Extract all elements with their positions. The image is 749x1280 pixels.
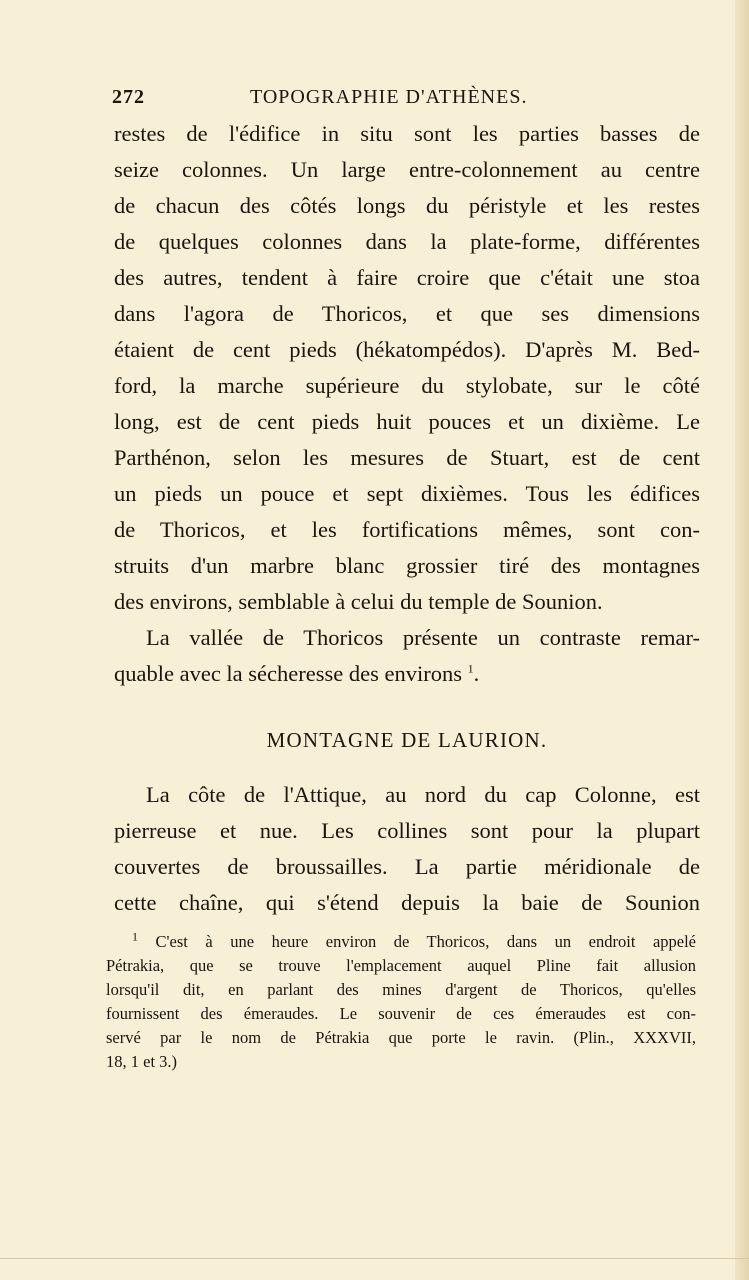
text-line: La côte de l'Attique, au nord du cap Colonne, est bbox=[146, 782, 700, 807]
text-line: seize colonnes. Un large entre-colonnement au centre bbox=[114, 157, 700, 182]
text-line: restes de l'édifice in situ sont les parties basses de bbox=[114, 121, 700, 146]
text-line: Parthénon, selon les mesures de Stuart, est de cent bbox=[114, 445, 700, 470]
text-line: de quelques colonnes dans la plate-forme, différentes bbox=[114, 229, 700, 254]
page-bottom-border bbox=[0, 1258, 749, 1259]
footnote-text: C'est à une heure environ de Thoricos, dans un endroit appelé bbox=[155, 932, 697, 951]
text-line: de Thoricos, et les fortifications mêmes, sont con- bbox=[114, 517, 700, 542]
running-header bbox=[112, 86, 702, 112]
page-edge bbox=[735, 0, 749, 1280]
footnote-line: lorsqu'il dit, en parlant des mines d'argent de Thoricos, qu'elles bbox=[106, 980, 696, 999]
footnote-line: 18, 1 et 3.) bbox=[106, 1052, 178, 1071]
footnote-line: fournissent des émeraudes. Le souvenir de ces émeraudes est con- bbox=[106, 1004, 696, 1023]
footnote-line: servé par le nom de Pétrakia que porte le ravin. (Plin., XXXVII, bbox=[106, 1028, 696, 1047]
text-line: cette chaîne, qui s'étend depuis la baie de Sounion bbox=[114, 890, 700, 915]
page-number: 272 bbox=[112, 86, 145, 108]
text-line: quable avec la sécheresse des environs $^1$. bbox=[114, 661, 480, 686]
text-line: un pieds un pouce et sept dixièmes. Tous les édifices bbox=[114, 481, 700, 506]
text-line: ford, la marche supérieure du stylobate, sur le côté bbox=[114, 373, 700, 398]
text-line: La vallée de Thoricos présente un contraste remar- bbox=[146, 625, 700, 650]
text-line: struits d'un marbre blanc grossier tiré des montagnes bbox=[114, 553, 700, 578]
footnote-reference[interactable]: 1 bbox=[467, 661, 474, 676]
text-line: des autres, tendent à faire croire que c'était une stoa bbox=[114, 265, 700, 290]
footnote-line: Pétrakia, que se trouve l'emplacement auquel Pline fait allusion bbox=[106, 956, 696, 975]
footnote-marker: 1 bbox=[132, 929, 138, 944]
text-line-content: quable avec la sécheresse des environs bbox=[114, 661, 462, 686]
text-line: étaient de cent pieds (hékatompédos). D'après M. Bed- bbox=[114, 337, 700, 362]
text-line: long, est de cent pieds huit pouces et un dixième. Le bbox=[114, 409, 700, 434]
section-heading: MONTAGNE DE LAURION. bbox=[266, 728, 548, 752]
running-title: TOPOGRAPHIE D'ATHÈNES. bbox=[250, 86, 528, 108]
text-line: dans l'agora de Thoricos, et que ses dimensions bbox=[114, 301, 700, 326]
text-line: de chacun des côtés longs du péristyle et les restes bbox=[114, 193, 700, 218]
footnote-line bbox=[132, 930, 696, 954]
text-line: pierreuse et nue. Les collines sont pour la plupart bbox=[114, 818, 700, 843]
text-line: des environs, semblable à celui du temple de Sounion. bbox=[114, 589, 603, 614]
text-line: couvertes de broussailles. La partie méridionale de bbox=[114, 854, 700, 879]
